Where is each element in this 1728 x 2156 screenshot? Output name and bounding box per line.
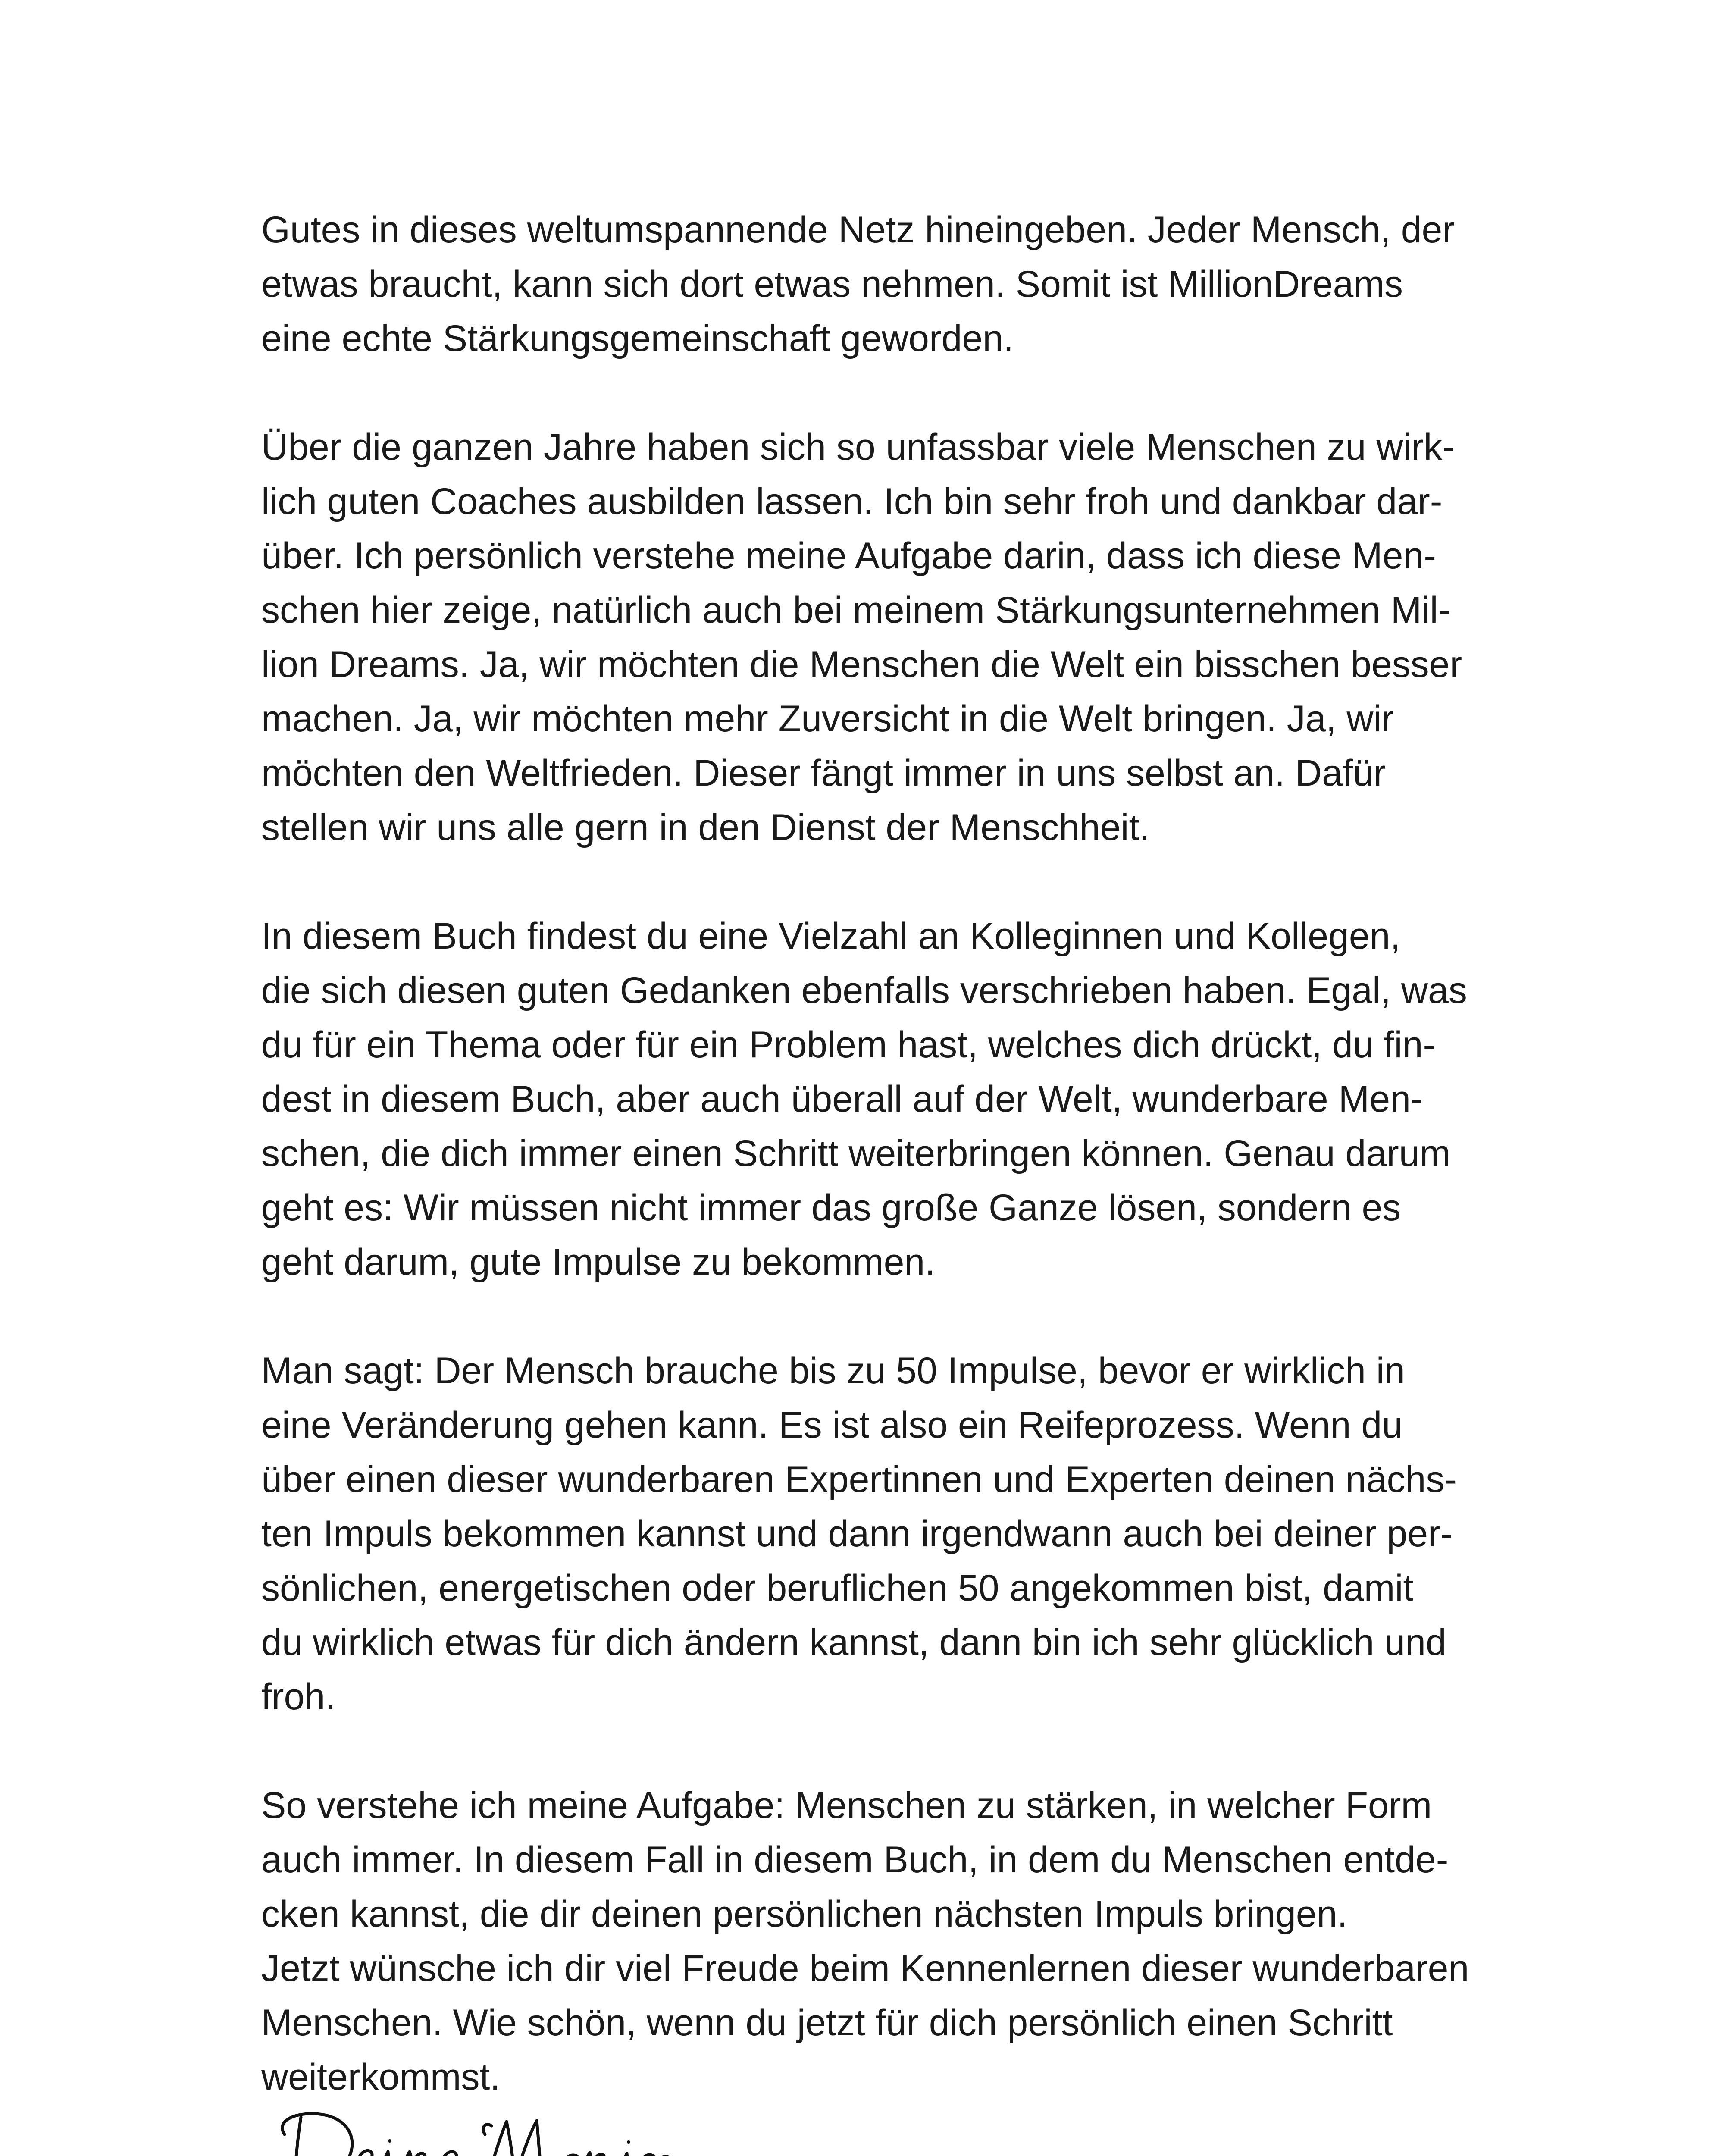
handwritten-signature: [267, 2096, 681, 2156]
text-line: lich guten Coaches ausbilden lassen. Ich bin sehr froh und dankbar dar-: [261, 481, 1443, 522]
text-line: machen. Ja, wir möchten mehr Zuversicht in die Welt bringen. Ja, wir: [261, 698, 1394, 740]
text-line: Gutes in dieses weltumspannende Netz hineingeben. Jeder Mensch, der: [261, 209, 1455, 251]
text-line: sönlichen, energetischen oder beruflichen 50 angekommen bist, damit: [261, 1567, 1414, 1609]
text-line: du wirklich etwas für dich ändern kannst, dann bin ich sehr glücklich und: [261, 1622, 1446, 1663]
text-line: ten Impuls bekommen kannst und dann irgendwann auch bei deiner per-: [261, 1513, 1453, 1554]
text-line: froh.: [261, 1676, 336, 1717]
paragraph-1: [261, 203, 1529, 366]
text-line: die sich diesen guten Gedanken ebenfalls verschrieben haben. Egal, was: [261, 970, 1467, 1011]
text-line: über. Ich persönlich verstehe meine Aufgabe darin, dass ich diese Men-: [261, 535, 1436, 577]
paragraph-2: [261, 420, 1529, 855]
text-line: geht es: Wir müssen nicht immer das große Ganze lösen, sondern es: [261, 1187, 1401, 1228]
text-line: weiterkommst.: [261, 2056, 501, 2098]
paragraph-spacer: [261, 366, 1529, 420]
text-line: eine echte Stärkungsgemeinschaft geworden.: [261, 318, 1014, 359]
text-line: schen, die dich immer einen Schritt weiterbringen können. Genau darum: [261, 1133, 1451, 1174]
text-line: Jetzt wünsche ich dir viel Freude beim Kennenlernen dieser wunderbaren: [261, 1948, 1469, 1989]
signature-drawing: [267, 2096, 681, 2156]
text-line: du für ein Thema oder für ein Problem hast, welches dich drückt, du fin-: [261, 1024, 1436, 1065]
text-line: cken kannst, die dir deinen persönlichen nächsten Impuls bringen.: [261, 1893, 1348, 1935]
paragraph-spacer: [261, 855, 1529, 909]
paragraph-3: [261, 909, 1529, 1289]
paragraph-5: [261, 1778, 1529, 2104]
paragraph-spacer: [261, 1289, 1529, 1344]
text-line: möchten den Weltfrieden. Dieser fängt immer in uns selbst an. Dafür: [261, 752, 1386, 794]
paragraph-spacer: [261, 1724, 1529, 1778]
text-line: schen hier zeige, natürlich auch bei meinem Stärkungsunternehmen Mil-: [261, 589, 1451, 631]
text-line: stellen wir uns alle gern in den Dienst der Menschheit.: [261, 807, 1150, 848]
text-line: über einen dieser wunderbaren Expertinnen und Experten deinen nächs-: [261, 1459, 1457, 1500]
page-body: [261, 203, 1529, 2104]
text-line: Man sagt: Der Mensch brauche bis zu 50 Impulse, bevor er wirklich in: [261, 1350, 1405, 1391]
text-line: lion Dreams. Ja, wir möchten die Menschen die Welt ein bisschen besser: [261, 644, 1462, 685]
text-line: So verstehe ich meine Aufgabe: Menschen zu stärken, in welcher Form: [261, 1785, 1432, 1826]
text-line: In diesem Buch findest du eine Vielzahl an Kolleginnen und Kollegen,: [261, 915, 1401, 957]
text-line: etwas braucht, kann sich dort etwas nehmen. Somit ist MillionDreams: [261, 263, 1403, 305]
text-line: geht darum, gute Impulse zu bekommen.: [261, 1241, 936, 1283]
text-line: auch immer. In diesem Fall in diesem Buch, in dem du Menschen entde-: [261, 1839, 1449, 1880]
text-line: dest in diesem Buch, aber auch überall auf der Welt, wunderbare Men-: [261, 1078, 1423, 1120]
text-line: Menschen. Wie schön, wenn du jetzt für dich persönlich einen Schritt: [261, 2002, 1393, 2043]
text-line: Über die ganzen Jahre haben sich so unfassbar viele Menschen zu wirk-: [261, 426, 1455, 468]
text-line: eine Veränderung gehen kann. Es ist also ein Reifeprozess. Wenn du: [261, 1404, 1403, 1446]
paragraph-4: [261, 1344, 1529, 1724]
